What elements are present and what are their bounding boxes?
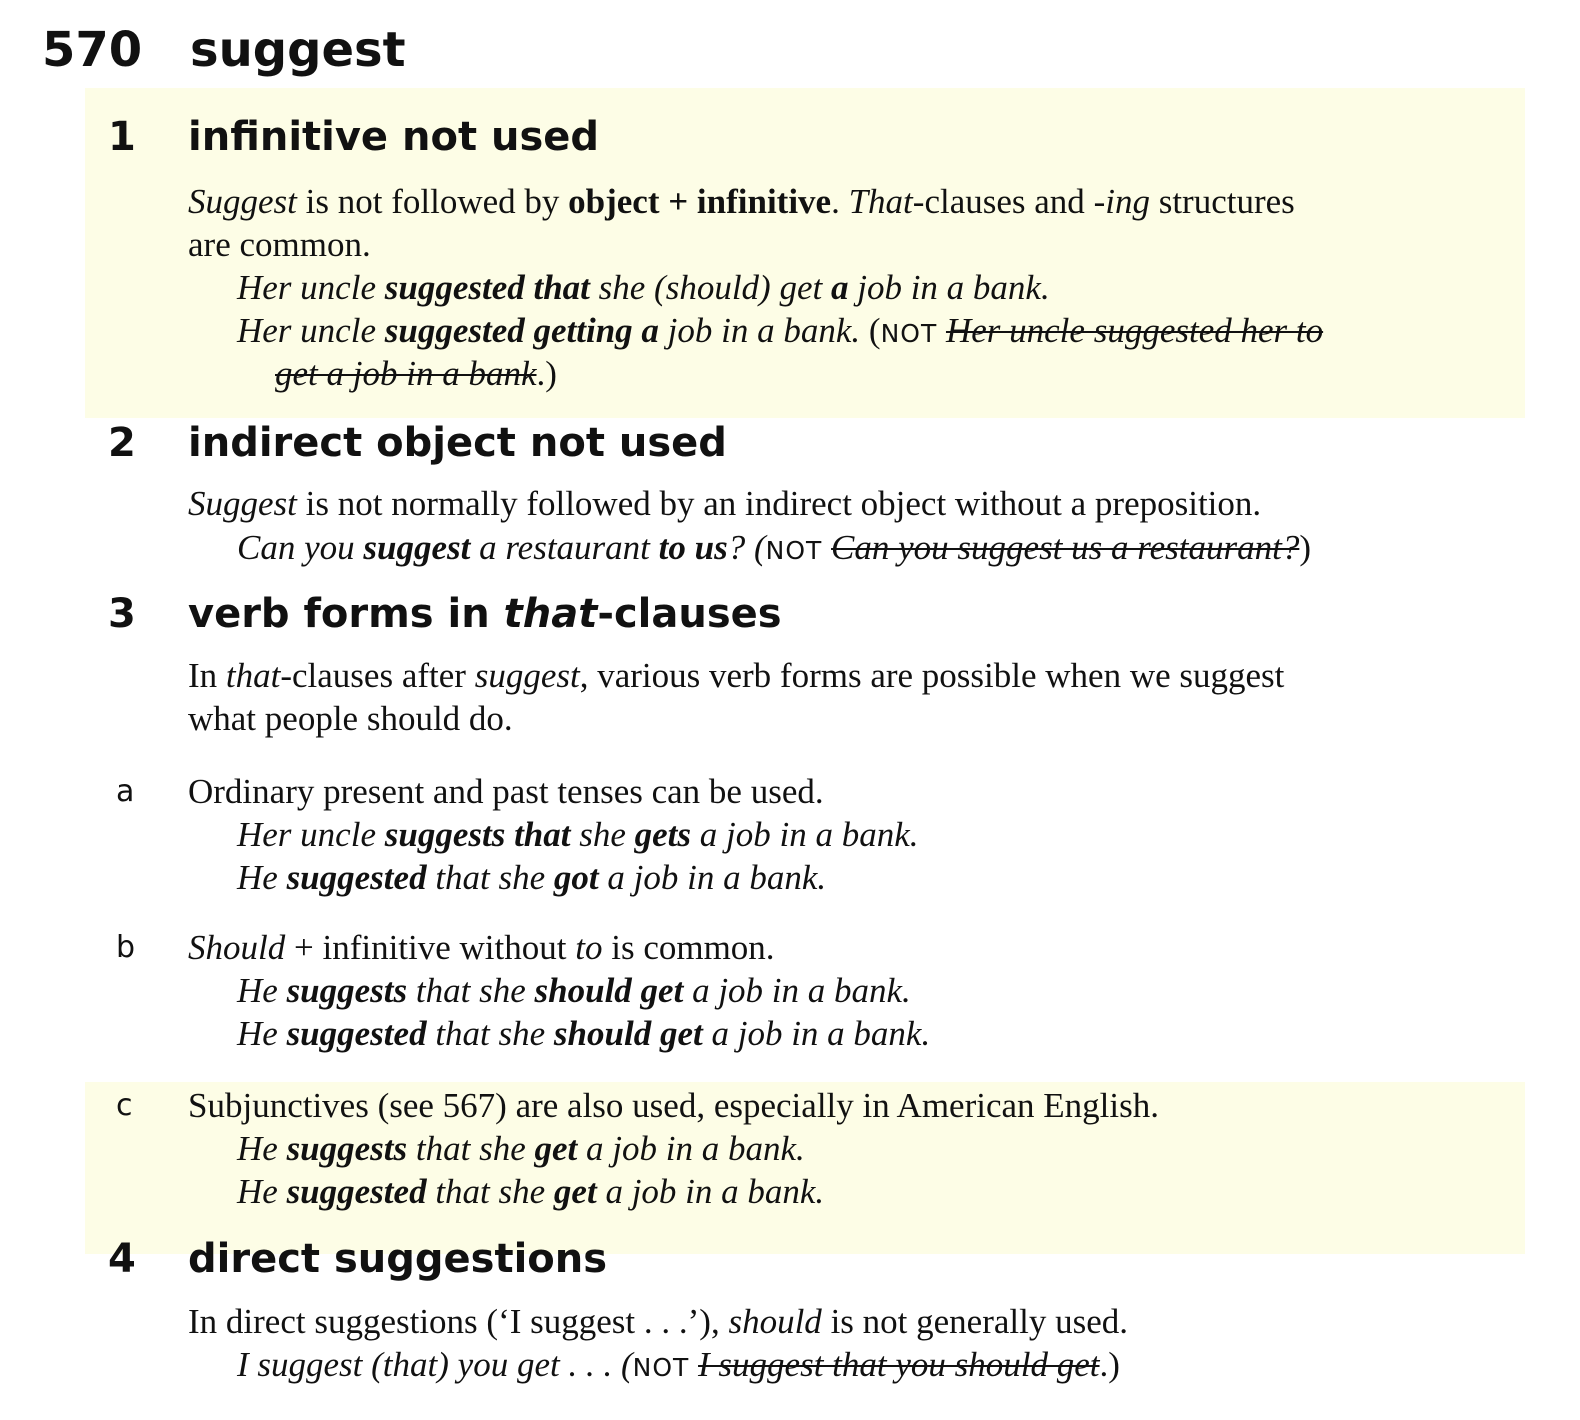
incorrect-example: Her uncle suggested her to	[945, 311, 1324, 350]
section-2-example-1: Can you suggest a restaurant to us? (NOT Can you suggest us a restaurant?)	[237, 528, 1311, 567]
section-4-title: direct suggestions	[188, 1236, 608, 1282]
entry-number: 570	[42, 22, 143, 78]
section-3-body-line-1: In that-clauses after suggest, various verb forms are possible when we suggest	[188, 656, 1285, 695]
incorrect-example: Can you suggest us a restaurant?	[831, 528, 1300, 567]
section-1-number: 1	[108, 114, 136, 160]
entry-word: suggest	[190, 22, 406, 78]
section-4-number: 4	[108, 1236, 136, 1282]
section-1-example-2: Her uncle suggested getting a job in a bank. (NOT Her uncle suggested her to	[237, 311, 1324, 350]
subsection-c-letter: c	[116, 1088, 133, 1123]
subsection-a-letter: a	[116, 774, 135, 809]
subsection-a-example-1: Her uncle suggests that she gets a job in a bank.	[237, 815, 919, 854]
section-1-body-line-1: Suggest is not followed by object + infinitive. That-clauses and -ing structures	[188, 182, 1295, 221]
subsection-a-example-2: He suggested that she got a job in a bank.	[237, 858, 827, 897]
subsection-b-example-1: He suggests that she should get a job in a bank.	[237, 971, 911, 1010]
section-1-body-line-2: are common.	[188, 225, 371, 264]
section-2-body: Suggest is not normally followed by an indirect object without a preposition.	[188, 484, 1262, 523]
section-4-example-1: I suggest (that) you get . . . (NOT I suggest that you should get.)	[237, 1345, 1120, 1384]
incorrect-example: I suggest that you should get	[698, 1345, 1100, 1384]
section-2-title: indirect object not used	[188, 420, 727, 466]
section-2-number: 2	[108, 420, 136, 466]
subsection-b-text: Should + infinitive without to is common.	[188, 928, 775, 967]
section-1-title: infinitive not used	[188, 114, 600, 160]
entry-heading	[42, 14, 406, 86]
section-4-body: In direct suggestions (‘I suggest . . .’), should is not generally used.	[188, 1302, 1128, 1341]
subsection-b-letter: b	[116, 930, 136, 965]
section-3-body-line-2: what people should do.	[188, 699, 513, 738]
section-1-example-2-continued: get a job in a bank.)	[275, 354, 557, 393]
subsection-b-example-2: He suggested that she should get a job in a bank.	[237, 1014, 931, 1053]
section-3-number: 3	[108, 591, 136, 637]
subsection-c-example-1: He suggests that she get a job in a bank.	[237, 1129, 805, 1168]
subsection-c-example-2: He suggested that she get a job in a bank.	[237, 1172, 825, 1211]
subsection-c-text: Subjunctives (see 567) are also used, especially in American English.	[188, 1086, 1159, 1125]
incorrect-example: get a job in a bank	[275, 354, 537, 393]
subsection-a-text: Ordinary present and past tenses can be used.	[188, 772, 824, 811]
section-1-example-1: Her uncle suggested that she (should) get a job in a bank.	[237, 268, 1050, 307]
section-3-title: verb forms in that-clauses	[188, 591, 782, 637]
